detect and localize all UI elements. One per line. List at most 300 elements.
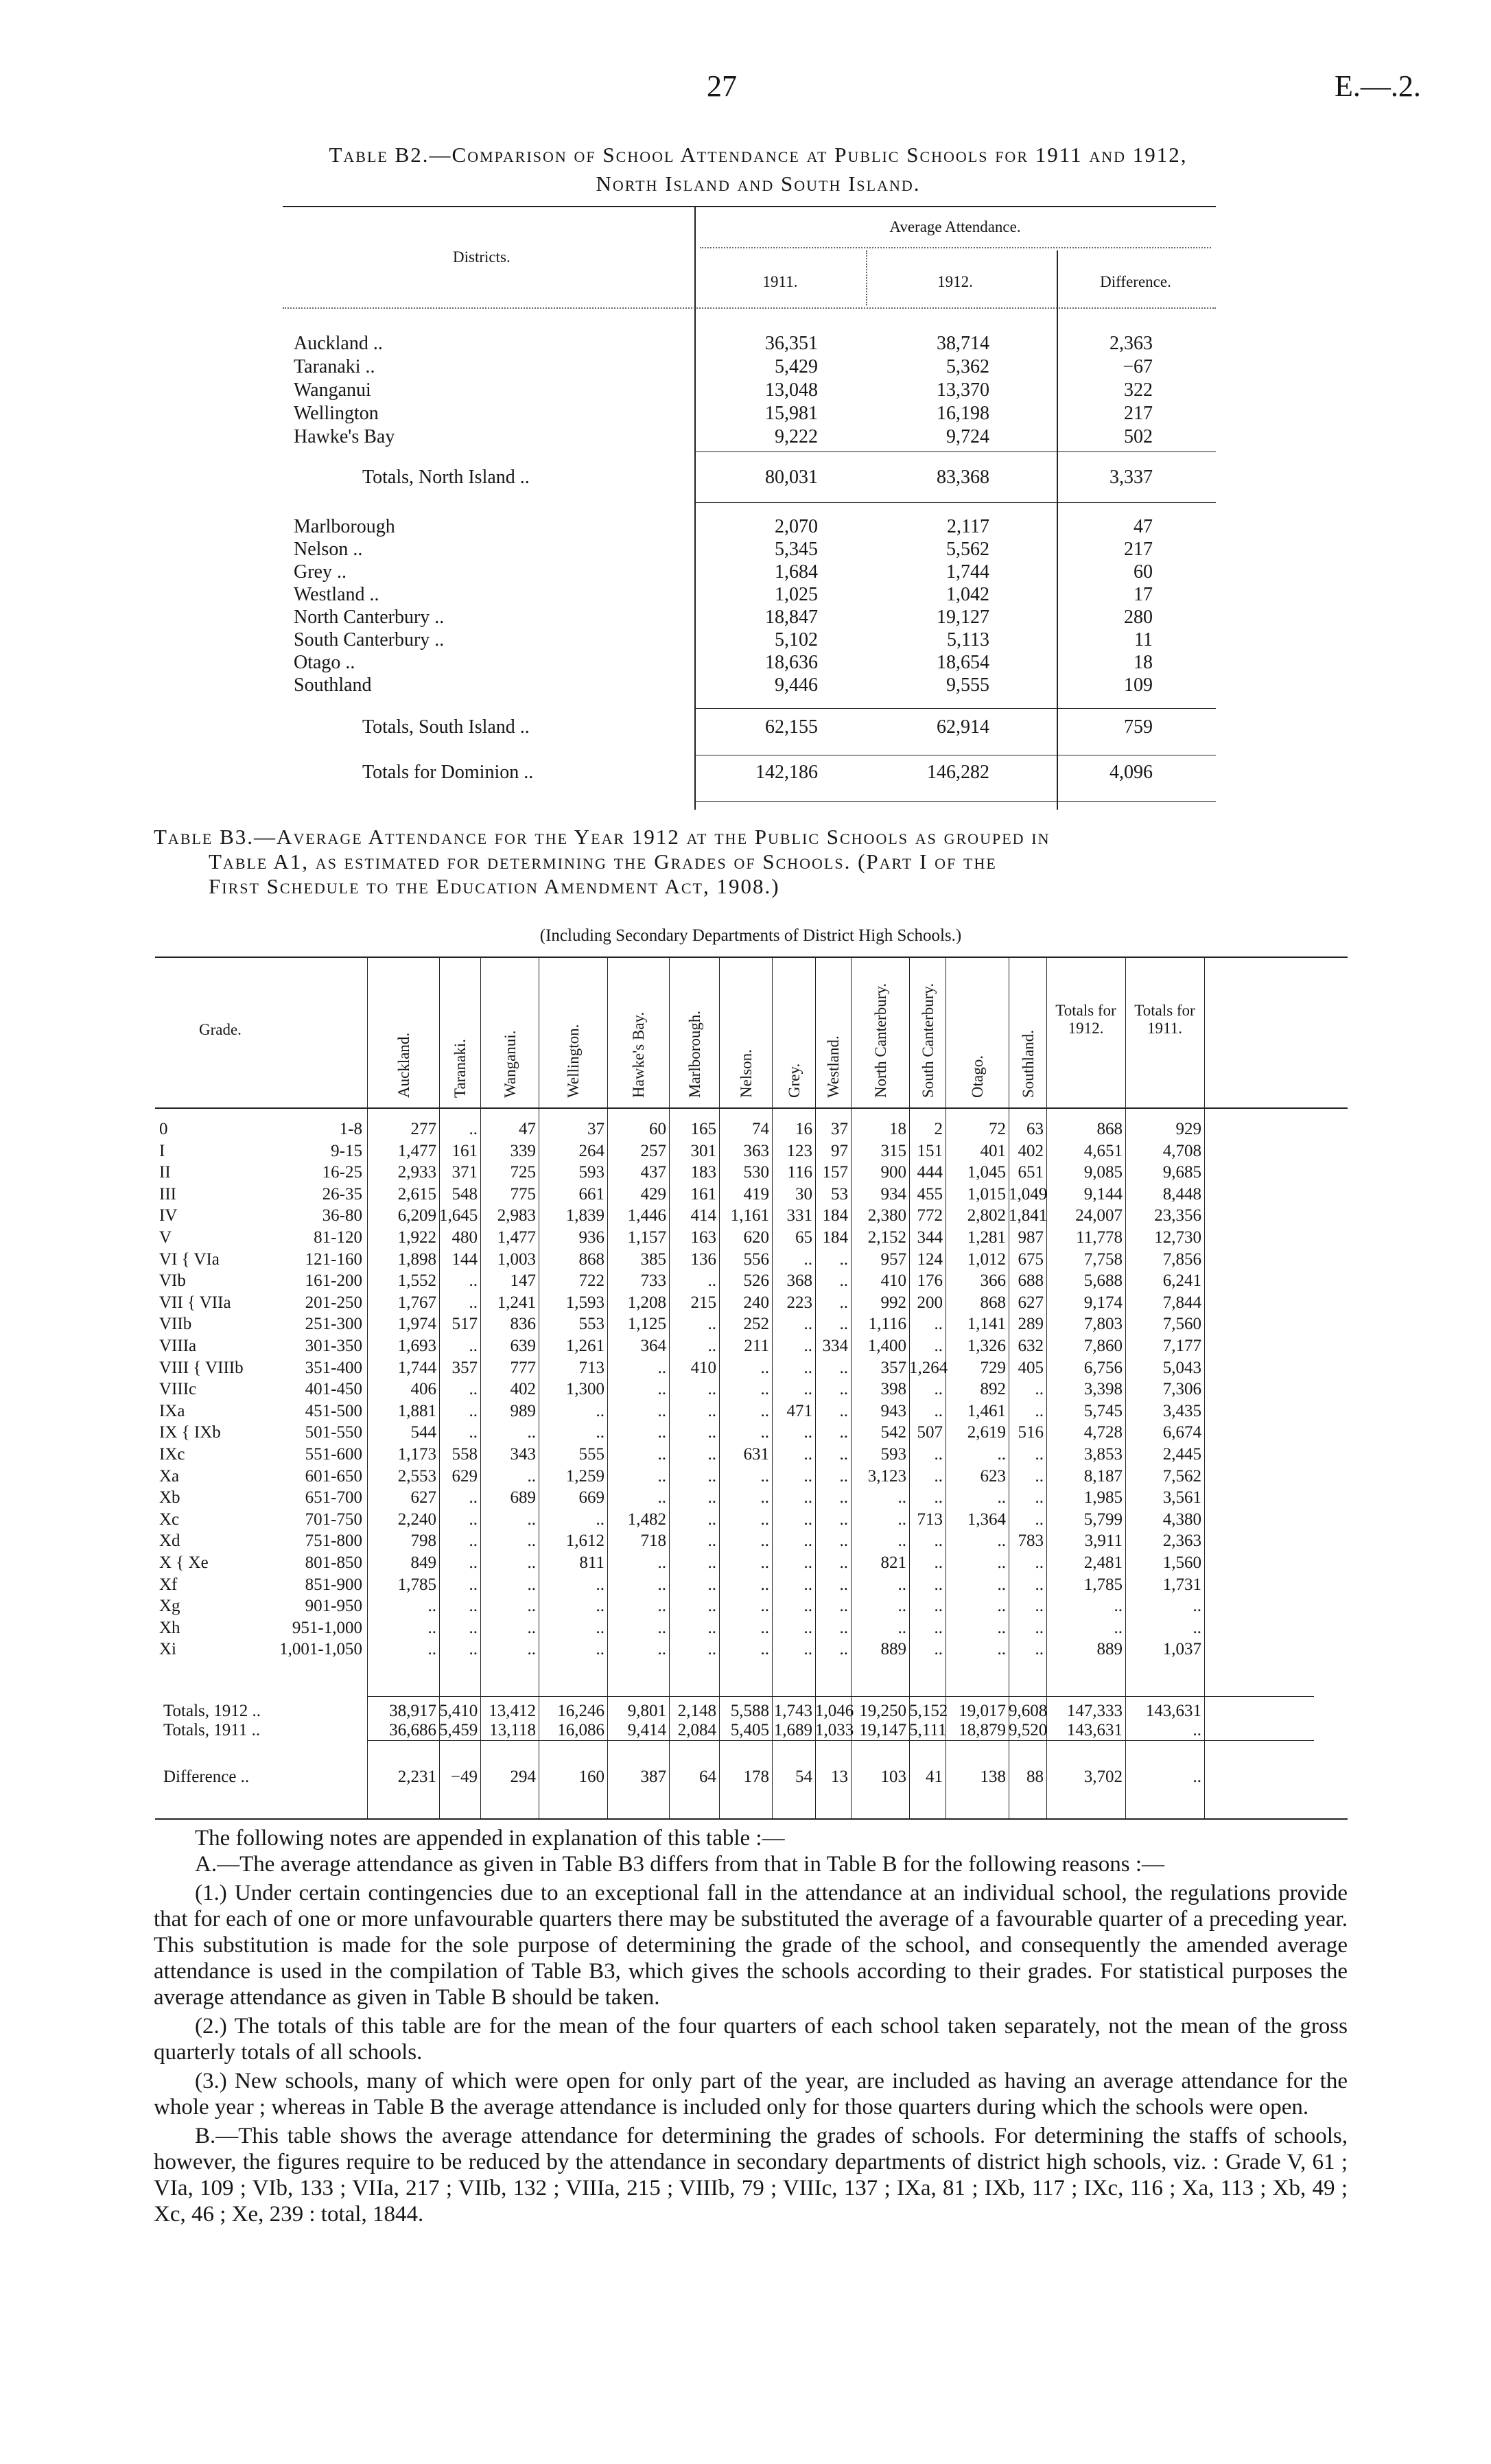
- b3-value-cell: ..: [760, 1466, 769, 1486]
- district-name: Wellington: [294, 403, 379, 424]
- grade-label: Xg: [159, 1597, 180, 1616]
- b3-value-cell: 4,380: [1162, 1510, 1201, 1529]
- b3-value-cell: 1,208: [627, 1293, 666, 1312]
- value-difference: 280: [1124, 607, 1153, 628]
- b3-value-cell: ..: [934, 1380, 943, 1399]
- value-1912: 9,555: [946, 674, 989, 696]
- b3-value-cell: ..: [469, 1597, 478, 1616]
- grade-range: 201-250: [305, 1293, 362, 1312]
- b3-value-cell: 385: [640, 1249, 666, 1269]
- b3-value-cell: 1,012: [967, 1249, 1006, 1269]
- b3-value-cell: ..: [527, 1466, 536, 1486]
- b3-table-row: [0, 1467, 1491, 1489]
- b3-value-cell: ..: [469, 1532, 478, 1551]
- grade-range: 301-350: [305, 1337, 362, 1355]
- grade-range: 901-950: [305, 1597, 362, 1616]
- b3-value-cell: 402: [1018, 1141, 1044, 1160]
- b3-value-cell: 2,615: [397, 1184, 436, 1204]
- b3-value-cell: ..: [707, 1271, 716, 1291]
- b3-value-cell: 1,326: [967, 1337, 1006, 1355]
- value-1912: 1,744: [946, 561, 989, 583]
- b3-value-cell: 3,123: [867, 1466, 906, 1486]
- b3-value-cell: 627: [1018, 1293, 1044, 1312]
- b3-value-cell: 632: [1018, 1337, 1044, 1355]
- value-1911: 15,981: [765, 403, 818, 424]
- note-intro: The following notes are appended in explanation of this table :—: [195, 1826, 785, 1851]
- b3-value-cell: 9,608: [1009, 1702, 1048, 1720]
- b3-value-cell: 7,560: [1162, 1315, 1201, 1334]
- b3-value-cell: 1,046: [815, 1702, 854, 1720]
- b3-value-cell: 1,477: [497, 1228, 536, 1247]
- b3-table-row: [0, 1120, 1491, 1142]
- b3-value-cell: 836: [510, 1315, 536, 1334]
- b3-value-cell: ..: [803, 1553, 812, 1572]
- value-1912: 62,914: [937, 716, 989, 738]
- grade-range: 551-600: [305, 1445, 362, 1464]
- b3-value-cell: 200: [917, 1293, 943, 1312]
- b3-value-cell: ..: [657, 1553, 666, 1572]
- grade-range: 251-300: [305, 1315, 362, 1334]
- b3-value-cell: ..: [839, 1618, 848, 1637]
- b3-column-header: Marlborough.: [685, 1010, 703, 1098]
- b3-value-cell: 41: [926, 1768, 943, 1786]
- b3-value-cell: 223: [786, 1293, 812, 1312]
- b3-value-cell: ..: [997, 1597, 1006, 1616]
- b3-value-cell: ..: [803, 1597, 812, 1616]
- b2-header-1911: 1911.: [762, 273, 798, 290]
- b3-value-cell: ..: [803, 1380, 812, 1399]
- b3-value-cell: 556: [743, 1249, 769, 1269]
- b3-value-cell: ..: [657, 1423, 666, 1442]
- b3-value-cell: ..: [527, 1510, 536, 1529]
- b3-value-cell: 301: [690, 1141, 716, 1160]
- b3-value-cell: ..: [897, 1488, 906, 1507]
- b3-value-cell: ..: [657, 1401, 666, 1420]
- b3-value-cell: 123: [786, 1141, 812, 1160]
- district-name: Hawke's Bay: [294, 426, 395, 447]
- note-a-3: (3.) New schools, many of which were open for only part of the year, are included as having an average attendance for the whole year ; whereas in Table B the average attendance is included only for those quarters during which the schools were open.: [154, 2069, 1348, 2120]
- b3-value-cell: 629: [451, 1466, 478, 1486]
- b3-column-header: Auckland.: [395, 1032, 412, 1098]
- b3-value-cell: 138: [980, 1768, 1006, 1786]
- b3-value-cell: ..: [997, 1445, 1006, 1464]
- b3-value-cell: ..: [803, 1466, 812, 1486]
- table-b3-subtitle: (Including Secondary Departments of District High Schools.): [539, 926, 962, 945]
- b3-value-cell: ..: [1035, 1640, 1044, 1659]
- b3-value-cell: 7,860: [1083, 1337, 1123, 1355]
- value-1911: 2,070: [775, 516, 818, 537]
- b3-value-cell: 1,922: [397, 1228, 436, 1247]
- b2-header-districts: Districts.: [453, 248, 510, 266]
- grade-label: VIIb: [159, 1315, 192, 1334]
- b3-value-cell: 63: [1026, 1120, 1044, 1138]
- district-name: South Canterbury ..: [294, 629, 445, 650]
- b3-column-header: Wanganui.: [501, 1030, 519, 1098]
- b3-value-cell: ..: [839, 1510, 848, 1529]
- b3-value-cell: 849: [410, 1553, 436, 1572]
- grade-range: 801-850: [305, 1553, 362, 1572]
- value-difference: 18: [1134, 652, 1153, 673]
- b3-value-cell: 9,685: [1162, 1163, 1201, 1182]
- b3-value-cell: ..: [527, 1597, 536, 1616]
- value-1912: 1,042: [946, 584, 989, 605]
- grade-label: Xb: [159, 1488, 180, 1507]
- b3-value-cell: 620: [743, 1228, 769, 1247]
- b3-value-cell: ..: [527, 1575, 536, 1594]
- b3-value-cell: 357: [451, 1358, 478, 1377]
- b3-value-cell: 37: [831, 1120, 848, 1138]
- b3-value-cell: ..: [427, 1640, 436, 1659]
- b2-header-average: Average Attendance.: [889, 218, 1021, 235]
- b3-value-cell: ..: [596, 1423, 604, 1442]
- grade-label: II: [159, 1163, 171, 1182]
- b3-value-cell: 542: [880, 1423, 906, 1442]
- b3-value-cell: 6,241: [1162, 1271, 1201, 1291]
- b3-value-cell: ..: [427, 1597, 436, 1616]
- b3-value-cell: ..: [657, 1597, 666, 1616]
- b3-table-row: [0, 1488, 1491, 1510]
- b3-value-cell: 184: [822, 1228, 848, 1247]
- b3-table-row: [0, 1163, 1491, 1185]
- b3-value-cell: 1,003: [497, 1249, 536, 1269]
- district-name: Otago ..: [294, 652, 355, 673]
- b3-value-cell: ..: [527, 1423, 536, 1442]
- b3-value-cell: 38,917: [389, 1702, 436, 1720]
- district-name: Westland ..: [294, 584, 379, 605]
- b3-value-cell: 344: [917, 1228, 943, 1247]
- b3-value-cell: ..: [760, 1575, 769, 1594]
- b3-value-cell: ..: [469, 1553, 478, 1572]
- value-1911: 5,102: [775, 629, 818, 650]
- b3-column-header: Southland.: [1019, 1029, 1037, 1098]
- b3-value-cell: 526: [743, 1271, 769, 1291]
- b3-value-cell: 264: [578, 1141, 604, 1160]
- b3-value-cell: 5,152: [909, 1702, 948, 1720]
- b3-value-cell: 5,799: [1083, 1510, 1123, 1529]
- grade-label: V: [159, 1228, 172, 1247]
- b3-value-cell: ..: [839, 1293, 848, 1312]
- value-difference: 217: [1124, 403, 1153, 424]
- b3-value-cell: ..: [803, 1315, 812, 1334]
- b3-table-row: [0, 1359, 1491, 1381]
- grade-label: IXa: [159, 1401, 185, 1420]
- grade-range: 951-1,000: [292, 1618, 362, 1637]
- b3-value-cell: 4,708: [1162, 1141, 1201, 1160]
- b3-value-cell: 772: [917, 1206, 943, 1225]
- b3-value-cell: ..: [657, 1575, 666, 1594]
- value-1911: 1,025: [775, 584, 818, 605]
- b3-column-header: Totals for 1912.: [1055, 1002, 1116, 1037]
- b3-value-cell: 943: [880, 1401, 906, 1420]
- b3-value-cell: ..: [897, 1575, 906, 1594]
- b3-value-cell: 2: [934, 1120, 943, 1138]
- b3-table-row: [0, 1293, 1491, 1315]
- b3-value-cell: 623: [980, 1466, 1006, 1486]
- b3-value-cell: ..: [803, 1575, 812, 1594]
- b3-value-cell: 661: [578, 1184, 604, 1204]
- b3-value-cell: ..: [707, 1618, 716, 1637]
- b3-value-cell: ..: [760, 1488, 769, 1507]
- b3-value-cell: 363: [743, 1141, 769, 1160]
- b3-value-cell: 6,756: [1083, 1358, 1123, 1377]
- b3-value-cell: 7,306: [1162, 1380, 1201, 1399]
- value-difference: 109: [1124, 674, 1153, 696]
- b3-value-cell: 143,631: [1145, 1702, 1201, 1720]
- value-1912: 19,127: [937, 607, 989, 628]
- b3-value-cell: 2,933: [397, 1163, 436, 1182]
- b3-value-cell: 410: [690, 1358, 716, 1377]
- value-1911: 13,048: [765, 379, 818, 401]
- b3-value-cell: ..: [469, 1120, 478, 1138]
- b3-value-cell: 530: [743, 1163, 769, 1182]
- grade-range: 161-200: [305, 1271, 362, 1291]
- b3-value-cell: 371: [451, 1163, 478, 1182]
- b3-value-cell: 889: [1096, 1640, 1123, 1659]
- b3-value-cell: 8,448: [1162, 1184, 1201, 1204]
- b3-value-cell: ..: [997, 1532, 1006, 1551]
- grade-range: 851-900: [305, 1575, 362, 1594]
- b3-value-cell: 53: [831, 1184, 848, 1204]
- grade-range: 81-120: [314, 1228, 362, 1247]
- b3-value-cell: 144: [451, 1249, 478, 1269]
- b3-value-cell: 406: [410, 1380, 436, 1399]
- b3-value-cell: 1,612: [565, 1532, 604, 1551]
- b3-value-cell: ..: [803, 1445, 812, 1464]
- district-name: Southland: [294, 674, 372, 696]
- b3-value-cell: 18: [889, 1120, 906, 1138]
- b3-table-row: [0, 1532, 1491, 1553]
- b3-value-cell: 1,693: [397, 1337, 436, 1355]
- b3-value-cell: 2,152: [867, 1228, 906, 1247]
- b3-value-cell: ..: [934, 1445, 943, 1464]
- b3-column-header: Hawke's Bay.: [630, 1011, 647, 1098]
- b3-value-cell: ..: [839, 1597, 848, 1616]
- b3-value-cell: 72: [989, 1120, 1006, 1138]
- b3-table-row: [0, 1315, 1491, 1337]
- b3-value-cell: 2,380: [867, 1206, 906, 1225]
- grade-label: VIII { VIIIb: [159, 1358, 244, 1377]
- b3-value-cell: 5,588: [730, 1702, 769, 1720]
- value-difference: 502: [1124, 426, 1153, 447]
- b3-value-cell: 3,853: [1083, 1445, 1123, 1464]
- total-label: Difference ..: [163, 1768, 250, 1786]
- b3-value-cell: 688: [1018, 1271, 1044, 1291]
- b3-value-cell: 548: [451, 1184, 478, 1204]
- b3-value-cell: ..: [934, 1466, 943, 1486]
- b3-value-cell: 2,553: [397, 1466, 436, 1486]
- b3-table-row: [0, 1402, 1491, 1424]
- b3-value-cell: 2,240: [397, 1510, 436, 1529]
- b3-value-cell: ..: [1035, 1553, 1044, 1572]
- b3-value-cell: ..: [934, 1640, 943, 1659]
- value-1911: 9,446: [775, 674, 818, 696]
- b3-table-row: [0, 1337, 1491, 1359]
- b3-value-cell: 9,414: [627, 1721, 666, 1739]
- value-1912: 9,724: [946, 426, 989, 447]
- b3-value-cell: 160: [578, 1768, 604, 1786]
- b3-value-cell: 364: [640, 1337, 666, 1355]
- b3-value-cell: 957: [880, 1249, 906, 1269]
- b3-value-cell: 5,405: [730, 1721, 769, 1739]
- b3-value-cell: ..: [596, 1618, 604, 1637]
- district-name: Totals, North Island ..: [362, 467, 530, 488]
- b3-value-cell: 37: [587, 1120, 604, 1138]
- notes-section: [154, 1825, 1348, 2227]
- value-1911: 18,636: [765, 652, 818, 673]
- b3-value-cell: ..: [1035, 1575, 1044, 1594]
- b3-value-cell: 3,911: [1084, 1532, 1123, 1551]
- b3-value-cell: 147: [510, 1271, 536, 1291]
- b3-value-cell: ..: [1035, 1597, 1044, 1616]
- b3-value-cell: 1,841: [1009, 1206, 1048, 1225]
- grade-range: 701-750: [305, 1510, 362, 1529]
- b3-value-cell: 1,482: [627, 1510, 666, 1529]
- table-b2-subtitle: North Island and South Island.: [596, 172, 921, 196]
- b3-value-cell: 868: [578, 1249, 604, 1269]
- b3-value-cell: 1,461: [967, 1401, 1006, 1420]
- b3-value-cell: ..: [469, 1618, 478, 1637]
- b3-value-cell: 1,974: [397, 1315, 436, 1334]
- b3-value-cell: 183: [690, 1163, 716, 1182]
- note-a-2: (2.) The totals of this table are for the mean of the four quarters of each school taken separately, not the mean of the gross quarterly totals of all schools.: [154, 2014, 1348, 2065]
- b3-value-cell: ..: [1193, 1618, 1201, 1637]
- b3-value-cell: ..: [934, 1337, 943, 1355]
- b3-value-cell: ..: [596, 1597, 604, 1616]
- b3-value-cell: 2,231: [397, 1768, 436, 1786]
- b3-value-cell: ..: [803, 1510, 812, 1529]
- b3-value-cell: ..: [760, 1510, 769, 1529]
- b3-value-cell: 116: [787, 1163, 812, 1182]
- b3-value-cell: 19,147: [859, 1721, 906, 1739]
- b3-value-cell: ..: [760, 1423, 769, 1442]
- value-1911: 80,031: [765, 467, 818, 488]
- b3-value-cell: 2,481: [1083, 1553, 1123, 1572]
- b3-value-cell: 811: [579, 1553, 604, 1572]
- b3-value-cell: ..: [707, 1315, 716, 1334]
- grade-range: 351-400: [305, 1358, 362, 1377]
- b3-value-cell: ..: [657, 1488, 666, 1507]
- b3-value-cell: ..: [760, 1640, 769, 1659]
- b3-value-cell: ..: [469, 1423, 478, 1442]
- b3-value-cell: 722: [578, 1271, 604, 1291]
- value-difference: 2,363: [1110, 333, 1153, 354]
- b3-column-header: Taranaki.: [451, 1039, 469, 1098]
- b3-value-cell: 987: [1018, 1228, 1044, 1247]
- grade-label: Xh: [159, 1618, 180, 1637]
- b3-value-cell: 4,728: [1083, 1423, 1123, 1442]
- b3-table-row: [0, 1640, 1491, 1662]
- b3-value-cell: 1,116: [868, 1315, 906, 1334]
- b3-value-cell: 544: [410, 1423, 436, 1442]
- b3-value-cell: 2,148: [677, 1702, 716, 1720]
- b3-value-cell: 1,785: [397, 1575, 436, 1594]
- b3-value-cell: 1,141: [967, 1315, 1006, 1334]
- b3-value-cell: 7,803: [1083, 1315, 1123, 1334]
- b3-value-cell: 19,017: [959, 1702, 1006, 1720]
- b3-value-cell: 713: [578, 1358, 604, 1377]
- b3-value-cell: ..: [934, 1597, 943, 1616]
- b3-value-cell: 47: [519, 1120, 536, 1138]
- b3-value-cell: 1,173: [397, 1445, 436, 1464]
- b3-value-cell: 9,801: [627, 1702, 666, 1720]
- b3-value-cell: ..: [803, 1532, 812, 1551]
- b3-value-cell: 3,561: [1162, 1488, 1201, 1507]
- b3-table-row: [0, 1271, 1491, 1293]
- district-name: Taranaki ..: [294, 356, 375, 377]
- b3-value-cell: 593: [880, 1445, 906, 1464]
- b3-value-cell: 1,364: [967, 1510, 1006, 1529]
- b3-value-cell: ..: [707, 1640, 716, 1659]
- b3-value-cell: ..: [707, 1445, 716, 1464]
- b2-header-difference: Difference.: [1100, 273, 1171, 290]
- b3-value-cell: 929: [1175, 1120, 1201, 1138]
- value-difference: 60: [1134, 561, 1153, 583]
- b3-table-row: [0, 1185, 1491, 1207]
- b3-value-cell: ..: [839, 1640, 848, 1659]
- grade-label: Xc: [159, 1510, 180, 1529]
- grade-label: VIIIa: [159, 1337, 197, 1355]
- b3-column-header: Westland.: [825, 1035, 842, 1098]
- value-difference: 4,096: [1110, 762, 1153, 783]
- b3-value-cell: 1,785: [1083, 1575, 1123, 1594]
- b3-value-cell: ..: [527, 1532, 536, 1551]
- b3-value-cell: 2,363: [1162, 1532, 1201, 1551]
- b3-value-cell: 9,520: [1009, 1721, 1048, 1739]
- note-a-1: (1.) Under certain contingencies due to an exceptional fall in the attendance at an individual school, the regulations provide that for each of one or more unfavourable quarters there may be substituted the average of a favourable quarter of a preceding year. This substitution is made for the sole purpose of determining the grade of the school, and consequently the amended average attendance is used in the compilation of Table B3, which gives the schools according to their grades. For statistical purposes the average attendance as given in Table B should be taken.: [154, 1881, 1348, 2010]
- value-difference: 759: [1124, 716, 1153, 738]
- b3-table-row: [0, 1250, 1491, 1272]
- b3-value-cell: ..: [707, 1337, 716, 1355]
- value-1911: 1,684: [775, 561, 818, 583]
- b3-value-cell: ..: [839, 1553, 848, 1572]
- b3-value-cell: 13: [831, 1768, 848, 1786]
- b3-value-cell: ..: [839, 1401, 848, 1420]
- b3-value-cell: ..: [934, 1532, 943, 1551]
- b3-value-cell: ..: [657, 1640, 666, 1659]
- b3-value-cell: 1,015: [967, 1184, 1006, 1204]
- value-1912: 83,368: [937, 467, 989, 488]
- b3-value-cell: 675: [1018, 1249, 1044, 1269]
- b3-value-cell: 6,209: [397, 1206, 436, 1225]
- b3-value-cell: 402: [510, 1380, 536, 1399]
- b3-value-cell: ..: [760, 1618, 769, 1637]
- b3-value-cell: ..: [803, 1423, 812, 1442]
- district-name: Grey ..: [294, 561, 347, 583]
- b3-value-cell: 689: [510, 1488, 536, 1507]
- b3-value-cell: 30: [795, 1184, 812, 1204]
- b3-value-cell: ..: [527, 1618, 536, 1637]
- b3-value-cell: ..: [839, 1466, 848, 1486]
- b3-value-cell: 1,037: [1162, 1640, 1201, 1659]
- b3-value-cell: ..: [803, 1358, 812, 1377]
- b3-value-cell: 401: [980, 1141, 1006, 1160]
- b3-value-cell: 2,084: [677, 1721, 716, 1739]
- b3-value-cell: 277: [410, 1120, 436, 1138]
- b3-value-cell: 3,435: [1162, 1401, 1201, 1420]
- b3-value-cell: ..: [839, 1532, 848, 1551]
- value-1912: 146,282: [927, 762, 989, 783]
- page-number: 27: [707, 69, 737, 103]
- b3-value-cell: 798: [410, 1532, 436, 1551]
- b3-value-cell: 936: [578, 1228, 604, 1247]
- value-1911: 18,847: [765, 607, 818, 628]
- b3-value-cell: 1,161: [730, 1206, 769, 1225]
- b3-table-row: [0, 1445, 1491, 1467]
- value-difference: 217: [1124, 539, 1153, 560]
- value-1912: 38,714: [937, 333, 989, 354]
- b3-value-cell: 2,619: [967, 1423, 1006, 1442]
- value-1912: 5,362: [946, 356, 989, 377]
